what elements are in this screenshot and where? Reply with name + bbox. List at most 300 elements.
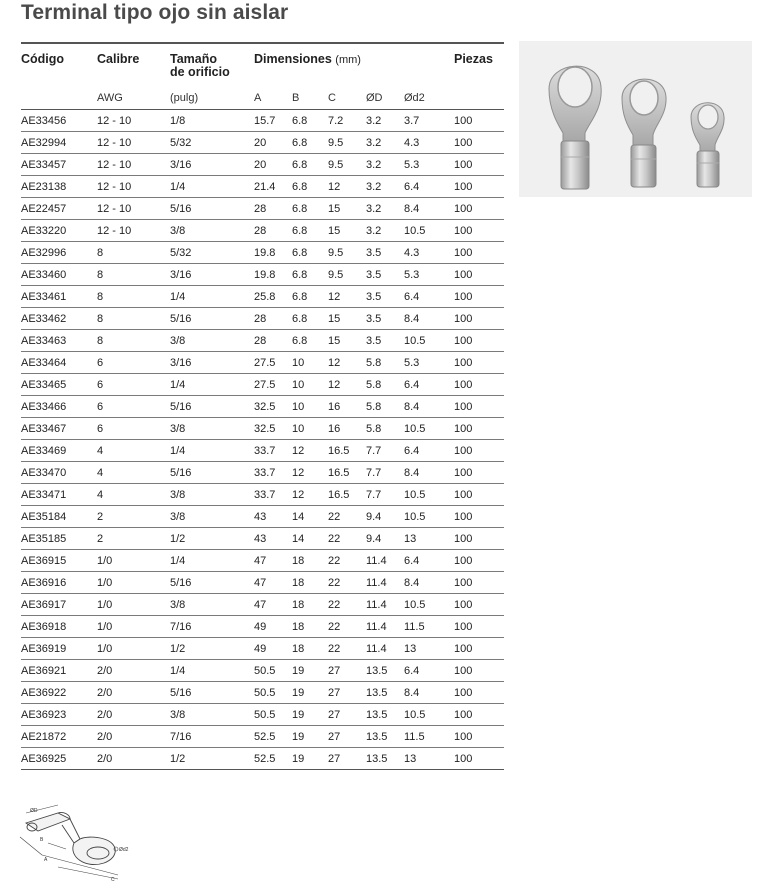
cell-pieces: 100 — [454, 132, 504, 154]
cell-b: 18 — [292, 616, 328, 638]
subheader-od2: Ød2 — [404, 87, 454, 110]
cell-a: 47 — [254, 594, 292, 616]
cell-calibre: 12 - 10 — [97, 110, 170, 132]
cell-code: AE36921 — [21, 660, 97, 682]
cell-od: 3.2 — [366, 110, 404, 132]
dimension-drawing — [18, 803, 133, 883]
cell-calibre: 8 — [97, 242, 170, 264]
table-row — [21, 242, 504, 264]
cell-size: 1/4 — [170, 176, 254, 198]
cell-c: 22 — [328, 638, 366, 660]
cell-size: 5/32 — [170, 132, 254, 154]
cell-size: 1/4 — [170, 286, 254, 308]
cell-od2: 8.4 — [404, 682, 454, 704]
cell-c: 27 — [328, 726, 366, 748]
cell-a: 28 — [254, 220, 292, 242]
cell-b: 18 — [292, 572, 328, 594]
cell-od2: 13 — [404, 748, 454, 770]
table-row — [21, 704, 504, 726]
cell-code: AE33220 — [21, 220, 97, 242]
cell-calibre: 12 - 10 — [97, 198, 170, 220]
cell-pieces: 100 — [454, 484, 504, 506]
cell-od: 3.5 — [366, 264, 404, 286]
table-body — [21, 110, 504, 770]
cell-od2: 8.4 — [404, 572, 454, 594]
cell-b: 6.8 — [292, 220, 328, 242]
cell-od2: 8.4 — [404, 462, 454, 484]
cell-code: AE33457 — [21, 154, 97, 176]
cell-size: 3/16 — [170, 264, 254, 286]
table-row — [21, 198, 504, 220]
cell-code: AE33467 — [21, 418, 97, 440]
cell-code: AE36923 — [21, 704, 97, 726]
cell-code: AE33471 — [21, 484, 97, 506]
cell-code: AE33456 — [21, 110, 97, 132]
cell-od: 13.5 — [366, 682, 404, 704]
subheader-od: ØD — [366, 87, 404, 110]
subheader-c: C — [328, 87, 366, 110]
cell-size: 1/2 — [170, 748, 254, 770]
cell-code: AE33469 — [21, 440, 97, 462]
cell-size: 3/16 — [170, 154, 254, 176]
cell-b: 6.8 — [292, 286, 328, 308]
table-row — [21, 308, 504, 330]
cell-pieces: 100 — [454, 726, 504, 748]
cell-pieces: 100 — [454, 242, 504, 264]
cell-size: 1/2 — [170, 638, 254, 660]
cell-size: 3/8 — [170, 704, 254, 726]
cell-b: 18 — [292, 594, 328, 616]
cell-size: 3/8 — [170, 418, 254, 440]
table-row — [21, 726, 504, 748]
cell-size: 5/16 — [170, 396, 254, 418]
cell-size: 3/8 — [170, 220, 254, 242]
cell-size: 3/8 — [170, 594, 254, 616]
cell-calibre: 12 - 10 — [97, 132, 170, 154]
cell-a: 47 — [254, 550, 292, 572]
table-row — [21, 638, 504, 660]
cell-od2: 8.4 — [404, 198, 454, 220]
cell-calibre: 12 - 10 — [97, 154, 170, 176]
cell-a: 21.4 — [254, 176, 292, 198]
cell-c: 12 — [328, 286, 366, 308]
cell-c: 27 — [328, 682, 366, 704]
cell-od: 3.5 — [366, 308, 404, 330]
cell-size: 5/16 — [170, 682, 254, 704]
cell-b: 19 — [292, 704, 328, 726]
cell-calibre: 1/0 — [97, 594, 170, 616]
cell-b: 6.8 — [292, 176, 328, 198]
table-row — [21, 132, 504, 154]
table-row — [21, 396, 504, 418]
cell-c: 9.5 — [328, 154, 366, 176]
cell-pieces: 100 — [454, 550, 504, 572]
cell-od2: 10.5 — [404, 484, 454, 506]
cell-b: 18 — [292, 550, 328, 572]
cell-od2: 3.7 — [404, 110, 454, 132]
cell-b: 14 — [292, 528, 328, 550]
cell-calibre: 4 — [97, 440, 170, 462]
cell-pieces: 100 — [454, 704, 504, 726]
cell-pieces: 100 — [454, 176, 504, 198]
cell-c: 27 — [328, 704, 366, 726]
cell-code: AE33460 — [21, 264, 97, 286]
cell-c: 22 — [328, 506, 366, 528]
cell-code: AE21872 — [21, 726, 97, 748]
cell-b: 6.8 — [292, 198, 328, 220]
subheader-a: A — [254, 87, 292, 110]
cell-a: 32.5 — [254, 418, 292, 440]
cell-calibre: 12 - 10 — [97, 220, 170, 242]
cell-pieces: 100 — [454, 594, 504, 616]
diagram-label-c: C — [111, 877, 115, 883]
table-row — [21, 440, 504, 462]
cell-od2: 6.4 — [404, 286, 454, 308]
cell-code: AE22457 — [21, 198, 97, 220]
cell-od2: 8.4 — [404, 396, 454, 418]
table-row — [21, 220, 504, 242]
cell-od: 5.8 — [366, 396, 404, 418]
cell-a: 47 — [254, 572, 292, 594]
cell-c: 12 — [328, 352, 366, 374]
cell-a: 43 — [254, 528, 292, 550]
table-row — [21, 154, 504, 176]
table-row — [21, 374, 504, 396]
cell-od2: 10.5 — [404, 220, 454, 242]
cell-a: 28 — [254, 198, 292, 220]
cell-c: 15 — [328, 220, 366, 242]
header-tamano-line1: Tamaño — [170, 52, 217, 66]
cell-pieces: 100 — [454, 572, 504, 594]
cell-calibre: 12 - 10 — [97, 176, 170, 198]
cell-pieces: 100 — [454, 440, 504, 462]
cell-b: 6.8 — [292, 264, 328, 286]
cell-calibre: 2 — [97, 528, 170, 550]
cell-b: 10 — [292, 352, 328, 374]
cell-calibre: 2/0 — [97, 726, 170, 748]
cell-od: 9.4 — [366, 506, 404, 528]
cell-od2: 5.3 — [404, 264, 454, 286]
cell-c: 12 — [328, 176, 366, 198]
cell-size: 5/16 — [170, 308, 254, 330]
cell-od: 3.2 — [366, 154, 404, 176]
cell-calibre: 6 — [97, 396, 170, 418]
cell-od: 7.7 — [366, 462, 404, 484]
cell-od: 7.7 — [366, 484, 404, 506]
cell-code: AE36919 — [21, 638, 97, 660]
cell-b: 10 — [292, 374, 328, 396]
header-codigo: Código — [21, 43, 97, 87]
cell-c: 15 — [328, 308, 366, 330]
cell-b: 6.8 — [292, 132, 328, 154]
cell-code: AE36922 — [21, 682, 97, 704]
cell-calibre: 4 — [97, 484, 170, 506]
product-photo — [519, 41, 752, 197]
cell-a: 28 — [254, 308, 292, 330]
cell-size: 5/32 — [170, 242, 254, 264]
cell-b: 10 — [292, 418, 328, 440]
table-row — [21, 748, 504, 770]
cell-c: 9.5 — [328, 264, 366, 286]
cell-od2: 5.3 — [404, 154, 454, 176]
cell-od: 11.4 — [366, 594, 404, 616]
cell-od2: 10.5 — [404, 506, 454, 528]
cell-pieces: 100 — [454, 506, 504, 528]
cell-pieces: 100 — [454, 396, 504, 418]
table-row — [21, 572, 504, 594]
cell-b: 14 — [292, 506, 328, 528]
cell-calibre: 2 — [97, 506, 170, 528]
table-row — [21, 264, 504, 286]
cell-code: AE36916 — [21, 572, 97, 594]
cell-code: AE33463 — [21, 330, 97, 352]
cell-c: 27 — [328, 748, 366, 770]
terminal-spec-table — [21, 42, 504, 770]
table-row — [21, 682, 504, 704]
cell-calibre: 8 — [97, 308, 170, 330]
cell-pieces: 100 — [454, 660, 504, 682]
cell-calibre: 1/0 — [97, 616, 170, 638]
cell-od2: 10.5 — [404, 418, 454, 440]
cell-size: 1/4 — [170, 550, 254, 572]
cell-od2: 6.4 — [404, 374, 454, 396]
cell-b: 12 — [292, 484, 328, 506]
cell-od2: 13 — [404, 638, 454, 660]
cell-pieces: 100 — [454, 682, 504, 704]
cell-c: 22 — [328, 572, 366, 594]
cell-b: 6.8 — [292, 242, 328, 264]
cell-size: 3/8 — [170, 506, 254, 528]
cell-od2: 6.4 — [404, 176, 454, 198]
cell-od2: 6.4 — [404, 660, 454, 682]
diagram-label-od2: Ød2 — [119, 847, 129, 853]
cell-b: 19 — [292, 682, 328, 704]
cell-pieces: 100 — [454, 308, 504, 330]
cell-size: 5/16 — [170, 572, 254, 594]
table-row — [21, 418, 504, 440]
cell-c: 16 — [328, 396, 366, 418]
cell-c: 27 — [328, 660, 366, 682]
cell-pieces: 100 — [454, 616, 504, 638]
header-dimensiones-label: Dimensiones — [254, 52, 332, 66]
table-row — [21, 484, 504, 506]
cell-od2: 6.4 — [404, 550, 454, 572]
cell-size: 5/16 — [170, 198, 254, 220]
cell-code: AE33462 — [21, 308, 97, 330]
cell-a: 43 — [254, 506, 292, 528]
cell-od2: 11.5 — [404, 726, 454, 748]
subheader-b: B — [292, 87, 328, 110]
cell-od: 11.4 — [366, 550, 404, 572]
cell-c: 7.2 — [328, 110, 366, 132]
cell-a: 33.7 — [254, 462, 292, 484]
cell-od: 5.8 — [366, 418, 404, 440]
cell-code: AE35184 — [21, 506, 97, 528]
header-dimensiones-unit: (mm) — [335, 54, 361, 66]
table-row — [21, 330, 504, 352]
cell-c: 16.5 — [328, 440, 366, 462]
cell-a: 33.7 — [254, 484, 292, 506]
cell-od: 13.5 — [366, 748, 404, 770]
header-tamano-line2: de orificio — [170, 65, 230, 79]
cell-od: 13.5 — [366, 726, 404, 748]
table-row — [21, 462, 504, 484]
cell-od: 11.4 — [366, 616, 404, 638]
cell-calibre: 4 — [97, 462, 170, 484]
cell-size: 1/4 — [170, 440, 254, 462]
cell-od2: 6.4 — [404, 440, 454, 462]
cell-a: 52.5 — [254, 748, 292, 770]
cell-od: 11.4 — [366, 572, 404, 594]
cell-b: 18 — [292, 638, 328, 660]
cell-a: 49 — [254, 616, 292, 638]
cell-size: 1/4 — [170, 660, 254, 682]
cell-calibre: 1/0 — [97, 572, 170, 594]
cell-b: 6.8 — [292, 110, 328, 132]
cell-a: 27.5 — [254, 374, 292, 396]
cell-a: 52.5 — [254, 726, 292, 748]
cell-a: 15.7 — [254, 110, 292, 132]
cell-a: 50.5 — [254, 660, 292, 682]
cell-c: 22 — [328, 616, 366, 638]
table-header-row — [21, 43, 504, 87]
medium-terminal-icon — [622, 79, 666, 187]
cell-c: 15 — [328, 330, 366, 352]
cell-a: 27.5 — [254, 352, 292, 374]
cell-calibre: 6 — [97, 418, 170, 440]
cell-od2: 10.5 — [404, 594, 454, 616]
cell-calibre: 2/0 — [97, 704, 170, 726]
cell-od: 5.8 — [366, 352, 404, 374]
cell-size: 3/16 — [170, 352, 254, 374]
cell-od2: 8.4 — [404, 308, 454, 330]
subheader-empty — [21, 87, 97, 110]
cell-b: 19 — [292, 726, 328, 748]
cell-size: 5/16 — [170, 462, 254, 484]
cell-code: AE36925 — [21, 748, 97, 770]
cell-od: 13.5 — [366, 660, 404, 682]
cell-code: AE36917 — [21, 594, 97, 616]
small-terminal-icon — [691, 103, 724, 187]
cell-calibre: 8 — [97, 264, 170, 286]
cell-c: 16.5 — [328, 484, 366, 506]
cell-code: AE36915 — [21, 550, 97, 572]
subheader-piezas-empty — [454, 87, 504, 110]
cell-code: AE33464 — [21, 352, 97, 374]
header-calibre: Calibre — [97, 43, 170, 87]
ring-terminals-image — [519, 41, 752, 197]
cell-a: 50.5 — [254, 704, 292, 726]
cell-calibre: 1/0 — [97, 550, 170, 572]
cell-od: 5.8 — [366, 374, 404, 396]
cell-od: 3.2 — [366, 220, 404, 242]
header-tamano — [170, 43, 254, 87]
cell-od2: 11.5 — [404, 616, 454, 638]
cell-code: AE23138 — [21, 176, 97, 198]
cell-od: 13.5 — [366, 704, 404, 726]
cell-code: AE33461 — [21, 286, 97, 308]
cell-pieces: 100 — [454, 638, 504, 660]
cell-pieces: 100 — [454, 528, 504, 550]
cell-pieces: 100 — [454, 110, 504, 132]
cell-b: 6.8 — [292, 154, 328, 176]
cell-a: 50.5 — [254, 682, 292, 704]
cell-od: 3.5 — [366, 286, 404, 308]
cell-a: 32.5 — [254, 396, 292, 418]
header-dimensiones — [254, 43, 454, 87]
cell-a: 20 — [254, 154, 292, 176]
cell-calibre: 6 — [97, 352, 170, 374]
cell-a: 33.7 — [254, 440, 292, 462]
terminal-table-container — [21, 42, 504, 770]
cell-b: 19 — [292, 660, 328, 682]
cell-size: 3/8 — [170, 330, 254, 352]
cell-size: 1/8 — [170, 110, 254, 132]
table-row — [21, 286, 504, 308]
cell-a: 28 — [254, 330, 292, 352]
cell-pieces: 100 — [454, 154, 504, 176]
cell-od2: 10.5 — [404, 330, 454, 352]
cell-pieces: 100 — [454, 374, 504, 396]
cell-od: 3.5 — [366, 242, 404, 264]
table-subheader-row — [21, 87, 504, 110]
cell-od2: 5.3 — [404, 352, 454, 374]
cell-pieces: 100 — [454, 462, 504, 484]
cell-b: 10 — [292, 396, 328, 418]
cell-a: 49 — [254, 638, 292, 660]
subheader-pulg: (pulg) — [170, 87, 254, 110]
cell-c: 22 — [328, 594, 366, 616]
cell-od: 7.7 — [366, 440, 404, 462]
cell-c: 12 — [328, 374, 366, 396]
cell-code: AE33470 — [21, 462, 97, 484]
cell-code: AE32996 — [21, 242, 97, 264]
table-row — [21, 352, 504, 374]
cell-od: 11.4 — [366, 638, 404, 660]
cell-b: 6.8 — [292, 308, 328, 330]
cell-b: 12 — [292, 462, 328, 484]
cell-calibre: 6 — [97, 374, 170, 396]
cell-od: 9.4 — [366, 528, 404, 550]
cell-code: AE33466 — [21, 396, 97, 418]
cell-od2: 10.5 — [404, 704, 454, 726]
diagram-label-a: A — [44, 857, 48, 863]
cell-pieces: 100 — [454, 286, 504, 308]
cell-code: AE32994 — [21, 132, 97, 154]
large-terminal-icon — [549, 66, 601, 189]
cell-c: 15 — [328, 198, 366, 220]
cell-code: AE36918 — [21, 616, 97, 638]
cell-a: 19.8 — [254, 264, 292, 286]
table-row — [21, 110, 504, 132]
cell-od2: 4.3 — [404, 132, 454, 154]
cell-a: 20 — [254, 132, 292, 154]
table-row — [21, 506, 504, 528]
table-row — [21, 594, 504, 616]
cell-calibre: 2/0 — [97, 682, 170, 704]
table-row — [21, 616, 504, 638]
cell-od: 3.5 — [366, 330, 404, 352]
cell-od2: 4.3 — [404, 242, 454, 264]
cell-b: 6.8 — [292, 330, 328, 352]
table-row — [21, 660, 504, 682]
subheader-awg: AWG — [97, 87, 170, 110]
cell-size: 7/16 — [170, 726, 254, 748]
table-row — [21, 528, 504, 550]
cell-calibre: 2/0 — [97, 748, 170, 770]
cell-size: 3/8 — [170, 484, 254, 506]
cell-a: 25.8 — [254, 286, 292, 308]
